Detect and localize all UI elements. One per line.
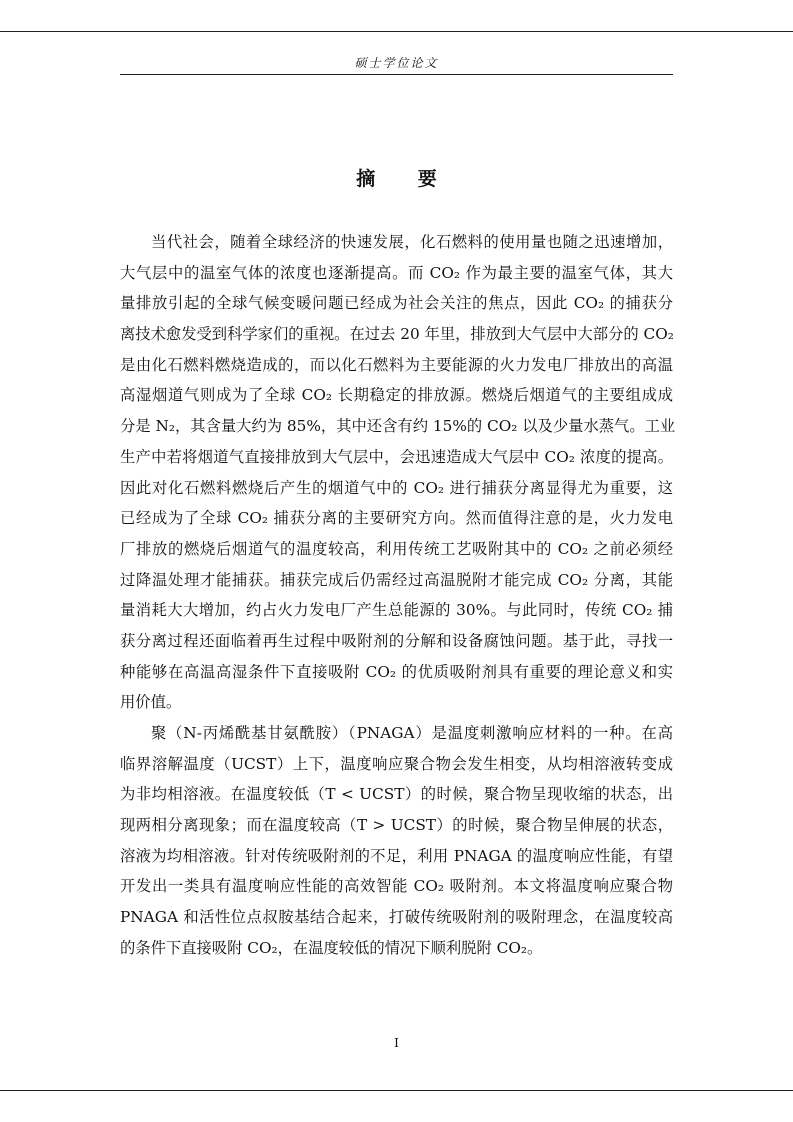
- paragraph-1: [120, 227, 676, 718]
- header-divider: [120, 74, 673, 75]
- text-line: 生产中若将烟道气直接排放到大气层中，会迅速造成大气层中 CO₂ 浓度的提高。: [120, 447, 673, 466]
- text-line: 离技术愈发受到科学家们的重视。在过去 20 年里，排放到大气层中大部分的 CO₂: [120, 325, 674, 344]
- paragraph-2: [120, 718, 673, 964]
- text-line: 种能够在高温高湿条件下直接吸附 CO₂ 的优质吸附剂具有重要的理论意义和实: [120, 662, 673, 681]
- text-line: 当代社会，随着全球经济的快速发展，化石燃料的使用量也随之迅速增加，: [151, 233, 673, 251]
- text-line: 高湿烟道气则成为了全球 CO₂ 长期稳定的排放源。燃烧后烟道气的主要组成成: [120, 386, 673, 405]
- text-line: 已经成为了全球 CO₂ 捕获分离的主要研究方向。然而值得注意的是，火力发电: [120, 509, 673, 528]
- text-line: 为非均相溶液。在温度较低（T < UCST）的时候，聚合物呈现收缩的状态，出: [120, 785, 673, 804]
- text-line: 开发出一类具有温度响应性能的高效智能 CO₂ 吸附剂。本文将温度响应聚合物: [120, 877, 673, 896]
- text-line: PNAGA 和活性位点叔胺基结合起来，打破传统吸附剂的吸附理念，在温度较高: [120, 908, 673, 927]
- bottom-page-border: [0, 1090, 793, 1091]
- running-header: 硕士学位论文: [354, 56, 439, 70]
- text-line: 过降温处理才能捕获。捕获完成后仍需经过高温脱附才能完成 CO₂ 分离，其能: [120, 570, 673, 589]
- page-number: I: [394, 1036, 399, 1050]
- text-line: 获分离过程还面临着再生过程中吸附剂的分解和设备腐蚀问题。基于此，寻找一: [120, 631, 673, 650]
- text-line: 临界溶解温度（UCST）上下，温度响应聚合物会发生相变，从均相溶液转变成: [120, 754, 673, 773]
- text-line: 分是 N₂，其含量大约为 85%，其中还含有约 15%的 CO₂ 以及少量水蒸气。工业: [120, 417, 676, 436]
- top-page-border: [0, 31, 793, 32]
- text-line: 量排放引起的全球气候变暖问题已经成为社会关注的焦点，因此 CO₂ 的捕获分: [120, 294, 673, 313]
- text-line: 因此对化石燃料燃烧后产生的烟道气中的 CO₂ 进行捕获分离显得尤为重要，这: [120, 478, 673, 497]
- text-line: 现两相分离现象；而在温度较高（T > UCST）的时候，聚合物呈伸展的状态，: [120, 816, 673, 835]
- text-line: 的条件下直接吸附 CO₂，在温度较低的情况下顺利脱附 CO₂。: [120, 938, 543, 957]
- abstract-title: 摘 要: [356, 168, 455, 190]
- text-line: 厂排放的燃烧后烟道气的温度较高，利用传统工艺吸附其中的 CO₂ 之前必须经: [120, 539, 673, 558]
- abstract-body: [120, 227, 676, 964]
- text-line: 溶液为均相溶液。针对传统吸附剂的不足，利用 PNAGA 的温度响应性能，有望: [120, 846, 673, 865]
- text-line: 量消耗大大增加，约占火力发电厂产生总能源的 30%。与此同时，传统 CO₂ 捕: [120, 601, 673, 620]
- text-line: 用价值。: [120, 693, 182, 712]
- text-line: 大气层中的温室气体的浓度也逐渐提高。而 CO₂ 作为最主要的温室气体，其大: [120, 263, 673, 282]
- text-line: 是由化石燃料燃烧造成的，而以化石燃料为主要能源的火力发电厂排放出的高温: [120, 355, 673, 374]
- text-line: 聚（N-丙烯酰基甘氨酰胺）（PNAGA）是温度刺激响应材料的一种。在高: [151, 724, 673, 742]
